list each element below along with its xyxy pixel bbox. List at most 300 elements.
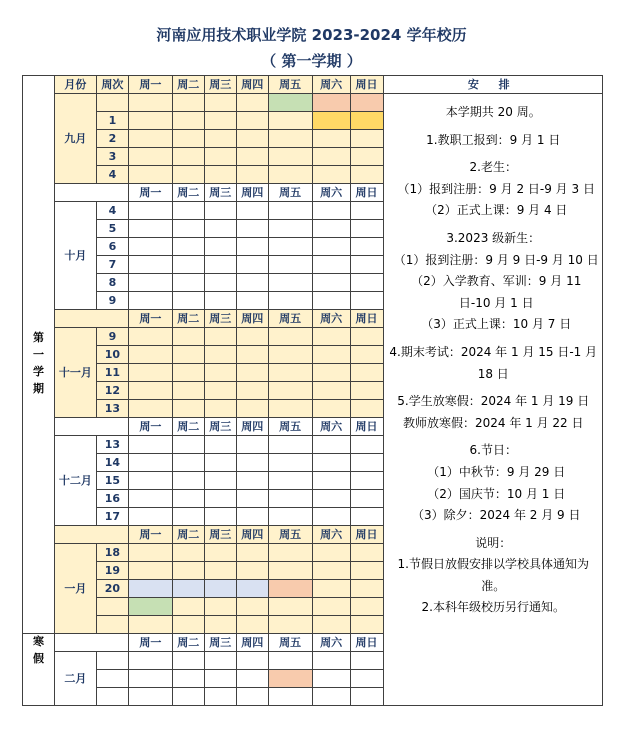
day-cell — [350, 112, 383, 130]
day-cell — [312, 94, 350, 112]
weekday-header: 周一 — [128, 184, 172, 202]
day-cell — [350, 598, 383, 616]
day-cell — [350, 94, 383, 112]
arrangement-line: （2）国庆节：10 月 1 日 — [427, 486, 566, 501]
header-day: 周一 — [128, 76, 172, 94]
week-number: 9 — [96, 328, 128, 346]
day-cell — [204, 490, 236, 508]
week-number: 11 — [96, 364, 128, 382]
day-cell — [172, 544, 204, 562]
day-cell — [312, 562, 350, 580]
day-cell — [172, 508, 204, 526]
day-cell — [172, 148, 204, 166]
day-cell — [204, 670, 236, 688]
day-cell — [236, 598, 268, 616]
header-day: 周日 — [350, 76, 383, 94]
day-cell — [172, 220, 204, 238]
arrangement-line: （1）报到注册：9 月 9 日-9 月 10 日 — [393, 252, 599, 267]
day-cell — [204, 382, 236, 400]
term-first-semester — [23, 94, 55, 634]
month-label-oct: 十月 — [54, 202, 96, 310]
day-cell — [312, 490, 350, 508]
week-number: 15 — [96, 472, 128, 490]
day-cell — [350, 292, 383, 310]
arrangement-line: （1）报到注册：9 月 2 日-9 月 3 日 — [397, 181, 595, 196]
day-cell — [312, 508, 350, 526]
day-cell — [236, 220, 268, 238]
day-cell — [236, 580, 268, 598]
weekday-header: 周日 — [350, 526, 383, 544]
weekday-header: 周二 — [172, 418, 204, 436]
day-cell — [312, 382, 350, 400]
day-cell — [128, 166, 172, 184]
day-cell — [350, 490, 383, 508]
day-cell — [172, 580, 204, 598]
week-number: 4 — [96, 166, 128, 184]
day-cell — [204, 328, 236, 346]
day-cell — [204, 652, 236, 670]
week-number: 13 — [96, 436, 128, 454]
day-cell — [312, 688, 350, 706]
weekday-header: 周六 — [312, 184, 350, 202]
header-row — [23, 76, 603, 94]
weekday-header: 周五 — [268, 418, 312, 436]
weekday-header: 周六 — [312, 418, 350, 436]
weekday-header-blank — [54, 184, 128, 202]
term-winter — [23, 634, 55, 706]
week-number: 5 — [96, 220, 128, 238]
day-cell — [312, 112, 350, 130]
week-number: 12 — [96, 382, 128, 400]
day-cell — [312, 436, 350, 454]
day-cell — [236, 670, 268, 688]
day-cell — [204, 148, 236, 166]
week-number — [96, 616, 128, 634]
day-cell — [128, 652, 172, 670]
day-cell — [350, 472, 383, 490]
week-number: 14 — [96, 454, 128, 472]
week-number: 8 — [96, 274, 128, 292]
day-cell — [172, 562, 204, 580]
weekday-header: 周四 — [236, 634, 268, 652]
day-cell — [350, 562, 383, 580]
day-cell — [350, 436, 383, 454]
day-cell — [312, 364, 350, 382]
weekday-header: 周四 — [236, 418, 268, 436]
day-cell — [350, 148, 383, 166]
day-cell — [204, 112, 236, 130]
day-cell — [236, 544, 268, 562]
day-cell — [268, 364, 312, 382]
weekday-header-blank — [54, 418, 128, 436]
term-label-blank — [23, 76, 55, 94]
week-number: 9 — [96, 292, 128, 310]
day-cell — [172, 130, 204, 148]
day-cell — [204, 580, 236, 598]
day-cell — [268, 238, 312, 256]
day-cell — [350, 688, 383, 706]
weekday-header: 周五 — [268, 634, 312, 652]
arrangement-line: （2）正式上课：9 月 4 日 — [425, 203, 568, 218]
day-cell — [268, 112, 312, 130]
header-day: 周五 — [268, 76, 312, 94]
day-cell — [236, 616, 268, 634]
day-cell — [312, 220, 350, 238]
day-cell — [172, 472, 204, 490]
day-cell — [312, 148, 350, 166]
day-cell — [172, 382, 204, 400]
day-cell — [312, 166, 350, 184]
day-cell — [350, 544, 383, 562]
weekday-header: 周二 — [172, 310, 204, 328]
day-cell — [128, 148, 172, 166]
arrangement-line: （1）中秋节：9 月 29 日 — [427, 464, 566, 479]
day-cell — [172, 364, 204, 382]
day-cell — [268, 454, 312, 472]
day-cell — [268, 94, 312, 112]
day-cell — [312, 472, 350, 490]
day-cell — [204, 364, 236, 382]
day-cell — [236, 400, 268, 418]
month-label-sep: 九月 — [54, 94, 96, 184]
arrangement-line: 1.节假日放假安排以学校具体通知为准。 — [397, 557, 589, 593]
day-cell — [268, 616, 312, 634]
day-cell — [204, 130, 236, 148]
day-cell — [236, 256, 268, 274]
day-cell — [128, 472, 172, 490]
day-cell — [128, 508, 172, 526]
day-cell — [172, 328, 204, 346]
week-number: 6 — [96, 238, 128, 256]
header-month: 月份 — [54, 76, 96, 94]
day-cell — [312, 328, 350, 346]
week-number: 4 — [96, 202, 128, 220]
day-cell — [268, 436, 312, 454]
day-cell — [128, 112, 172, 130]
weekday-header: 周一 — [128, 634, 172, 652]
header-day: 周四 — [236, 76, 268, 94]
day-cell — [268, 166, 312, 184]
arrangement-line: 2.老生： — [469, 160, 517, 175]
day-cell — [204, 166, 236, 184]
day-cell — [312, 400, 350, 418]
day-cell — [312, 652, 350, 670]
day-cell — [128, 238, 172, 256]
header-day: 周二 — [172, 76, 204, 94]
day-cell — [312, 238, 350, 256]
day-cell — [312, 670, 350, 688]
day-cell — [350, 364, 383, 382]
week-number: 16 — [96, 490, 128, 508]
weekday-header: 周四 — [236, 310, 268, 328]
day-cell — [172, 274, 204, 292]
day-cell — [172, 436, 204, 454]
day-cell — [128, 400, 172, 418]
day-cell — [312, 346, 350, 364]
day-cell — [236, 508, 268, 526]
day-cell — [236, 94, 268, 112]
day-cell — [172, 454, 204, 472]
weekday-header-blank — [54, 310, 128, 328]
day-cell — [268, 688, 312, 706]
day-cell — [236, 454, 268, 472]
week-number: 1 — [96, 112, 128, 130]
day-cell — [350, 166, 383, 184]
day-cell — [172, 598, 204, 616]
week-number — [96, 670, 128, 688]
day-cell — [350, 130, 383, 148]
weekday-header: 周二 — [172, 634, 204, 652]
day-cell — [204, 544, 236, 562]
weekday-header: 周日 — [350, 418, 383, 436]
day-cell — [172, 166, 204, 184]
week-number: 17 — [96, 508, 128, 526]
arrangement-line: 2.本科年级校历另行通知。 — [421, 600, 565, 615]
day-cell — [236, 490, 268, 508]
weekday-header: 周三 — [204, 418, 236, 436]
day-cell — [128, 454, 172, 472]
week-number: 10 — [96, 346, 128, 364]
day-cell — [312, 292, 350, 310]
day-cell — [204, 436, 236, 454]
day-cell — [268, 148, 312, 166]
day-cell — [128, 562, 172, 580]
day-cell — [312, 202, 350, 220]
arrangement-line: （3）正式上课：10 月 7 日 — [421, 317, 572, 332]
day-cell — [128, 256, 172, 274]
day-cell — [128, 220, 172, 238]
weekday-header: 周六 — [312, 526, 350, 544]
day-cell — [236, 166, 268, 184]
day-cell — [312, 454, 350, 472]
day-cell — [268, 256, 312, 274]
day-cell — [172, 616, 204, 634]
weekday-header: 周三 — [204, 634, 236, 652]
day-cell — [128, 364, 172, 382]
day-cell — [236, 382, 268, 400]
day-cell — [204, 562, 236, 580]
weekday-header: 周一 — [128, 418, 172, 436]
day-cell — [204, 454, 236, 472]
day-cell — [204, 616, 236, 634]
arrangement-line: 5.学生放寒假：2024 年 1 月 19 日 — [397, 394, 590, 409]
day-cell — [236, 436, 268, 454]
day-cell — [128, 346, 172, 364]
page-title: 河南应用技术职业学院 2023-2024 学年校历 — [156, 26, 467, 44]
month-label-jan: 一月 — [54, 544, 96, 634]
day-cell — [128, 436, 172, 454]
day-cell — [268, 130, 312, 148]
day-cell — [172, 670, 204, 688]
day-cell — [236, 112, 268, 130]
day-cell — [236, 274, 268, 292]
day-cell — [236, 328, 268, 346]
day-cell — [268, 652, 312, 670]
day-cell — [268, 508, 312, 526]
day-cell — [236, 130, 268, 148]
header-week: 周次 — [96, 76, 128, 94]
day-cell — [128, 670, 172, 688]
header-day: 周三 — [204, 76, 236, 94]
day-cell — [268, 202, 312, 220]
arrangement-line: 教师放寒假：2024 年 1 月 22 日 — [402, 415, 584, 430]
day-cell — [312, 130, 350, 148]
day-cell — [172, 652, 204, 670]
arrangement-line: 4.期末考试：2024 年 1 月 15 日-1 月 18 日 — [389, 344, 598, 381]
weekday-header-blank — [54, 634, 128, 652]
week-number — [96, 652, 128, 670]
day-cell — [350, 454, 383, 472]
term-first-label: 第一学期 — [32, 331, 44, 396]
weekday-header: 周日 — [350, 310, 383, 328]
day-cell — [236, 238, 268, 256]
day-cell — [236, 652, 268, 670]
day-cell — [350, 346, 383, 364]
page-subtitle: （ 第一学期 ） — [261, 52, 362, 70]
arrangement-text — [384, 94, 602, 619]
day-cell — [204, 292, 236, 310]
day-cell — [350, 238, 383, 256]
day-cell — [268, 220, 312, 238]
day-cell — [268, 562, 312, 580]
weekday-header: 周五 — [268, 526, 312, 544]
day-cell — [236, 688, 268, 706]
day-cell — [350, 382, 383, 400]
day-cell — [350, 400, 383, 418]
week-number: 7 — [96, 256, 128, 274]
day-cell — [172, 400, 204, 418]
week-row — [23, 94, 603, 112]
day-cell — [128, 292, 172, 310]
day-cell — [204, 688, 236, 706]
day-cell — [172, 238, 204, 256]
weekday-header: 周三 — [204, 310, 236, 328]
day-cell — [204, 598, 236, 616]
day-cell — [204, 274, 236, 292]
day-cell — [268, 544, 312, 562]
day-cell — [350, 508, 383, 526]
day-cell — [128, 490, 172, 508]
weekday-header: 周二 — [172, 184, 204, 202]
day-cell — [236, 346, 268, 364]
day-cell — [172, 688, 204, 706]
weekday-header: 周三 — [204, 184, 236, 202]
weekday-header: 周六 — [312, 310, 350, 328]
weekday-header: 周日 — [350, 184, 383, 202]
day-cell — [312, 274, 350, 292]
month-label-dec: 十二月 — [54, 436, 96, 526]
day-cell — [172, 202, 204, 220]
day-cell — [204, 256, 236, 274]
week-number: 3 — [96, 148, 128, 166]
day-cell — [204, 220, 236, 238]
day-cell — [350, 202, 383, 220]
day-cell — [268, 670, 312, 688]
day-cell — [204, 508, 236, 526]
day-cell — [268, 382, 312, 400]
day-cell — [350, 652, 383, 670]
term-winter-label: 寒假 — [32, 635, 44, 665]
weekday-header: 周二 — [172, 526, 204, 544]
arrangement-line: 6.节日： — [469, 443, 517, 458]
month-label-feb: 二月 — [54, 652, 96, 706]
day-cell — [128, 616, 172, 634]
week-number — [96, 598, 128, 616]
day-cell — [128, 94, 172, 112]
day-cell — [350, 274, 383, 292]
weekday-header: 周一 — [128, 310, 172, 328]
weekday-header: 周四 — [236, 184, 268, 202]
day-cell — [172, 346, 204, 364]
day-cell — [172, 94, 204, 112]
day-cell — [128, 580, 172, 598]
day-cell — [350, 256, 383, 274]
week-number — [96, 94, 128, 112]
weekday-header-blank — [54, 526, 128, 544]
day-cell — [312, 580, 350, 598]
day-cell — [350, 580, 383, 598]
weekday-header: 周一 — [128, 526, 172, 544]
day-cell — [204, 238, 236, 256]
week-number: 13 — [96, 400, 128, 418]
day-cell — [236, 148, 268, 166]
day-cell — [268, 472, 312, 490]
day-cell — [312, 544, 350, 562]
day-cell — [128, 382, 172, 400]
day-cell — [172, 490, 204, 508]
day-cell — [204, 400, 236, 418]
day-cell — [128, 598, 172, 616]
month-label-nov: 十一月 — [54, 328, 96, 418]
day-cell — [172, 292, 204, 310]
day-cell — [204, 202, 236, 220]
weekday-header: 周四 — [236, 526, 268, 544]
header-day: 周六 — [312, 76, 350, 94]
day-cell — [312, 598, 350, 616]
day-cell — [350, 616, 383, 634]
day-cell — [312, 616, 350, 634]
day-cell — [128, 274, 172, 292]
week-number: 20 — [96, 580, 128, 598]
day-cell — [268, 292, 312, 310]
day-cell — [204, 94, 236, 112]
school-calendar — [22, 75, 603, 685]
weekday-header: 周五 — [268, 184, 312, 202]
arrangement-line: 本学期共 20 周。 — [445, 105, 541, 119]
day-cell — [268, 400, 312, 418]
arrangement-line: 3.2023 级新生： — [446, 230, 541, 245]
weekday-header: 周三 — [204, 526, 236, 544]
day-cell — [236, 472, 268, 490]
day-cell — [268, 328, 312, 346]
day-cell — [128, 688, 172, 706]
week-number: 18 — [96, 544, 128, 562]
arrangement-line: 1.教职工报到：9 月 1 日 — [426, 132, 561, 147]
day-cell — [236, 202, 268, 220]
day-cell — [236, 562, 268, 580]
weekday-header: 周五 — [268, 310, 312, 328]
day-cell — [204, 472, 236, 490]
week-number — [96, 688, 128, 706]
week-number: 19 — [96, 562, 128, 580]
day-cell — [172, 256, 204, 274]
day-cell — [268, 580, 312, 598]
day-cell — [204, 346, 236, 364]
day-cell — [128, 202, 172, 220]
day-cell — [312, 256, 350, 274]
weekday-header: 周日 — [350, 634, 383, 652]
header-arrangement: 安 排 — [383, 76, 602, 94]
